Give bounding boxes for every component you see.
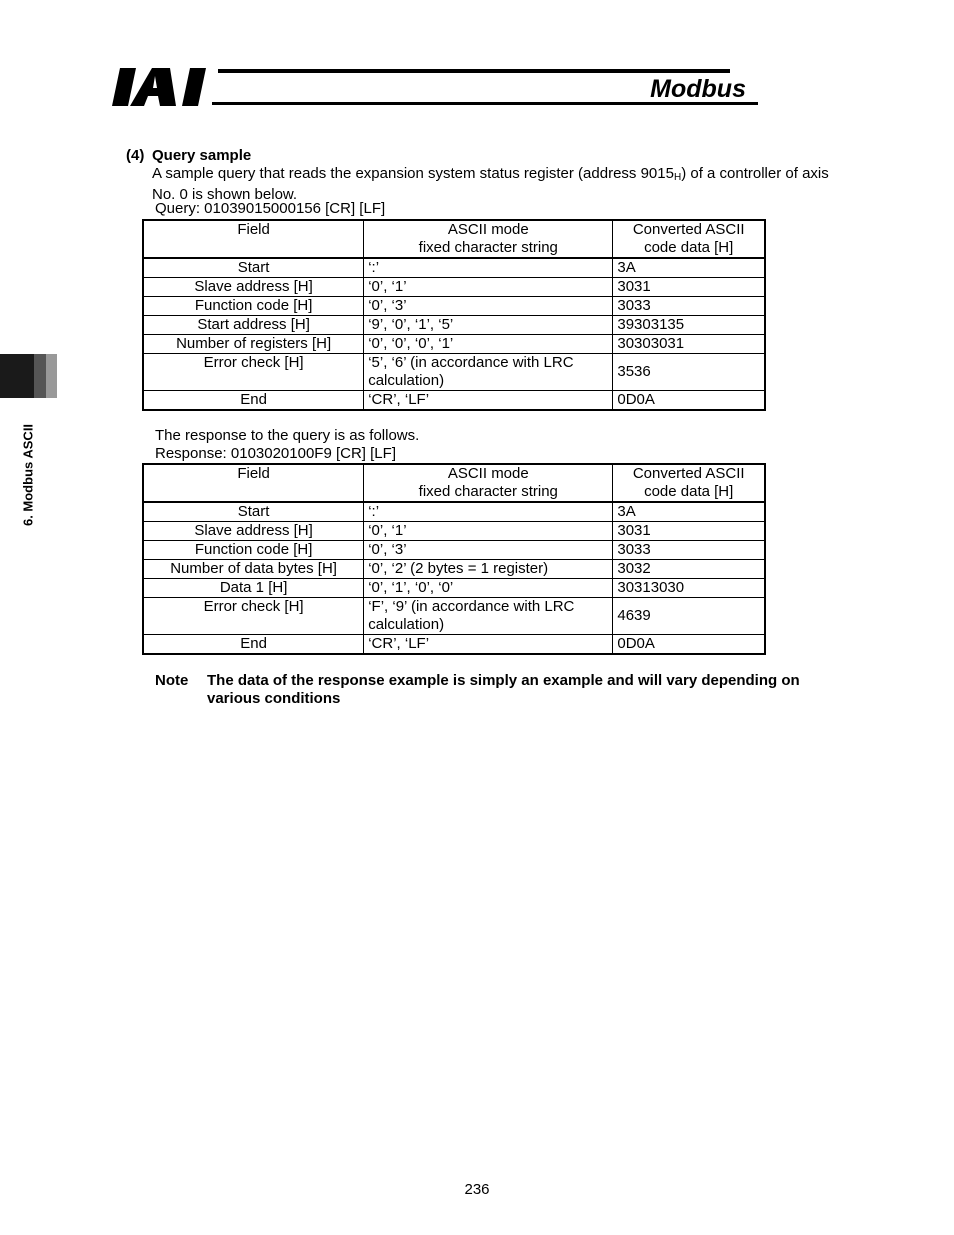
- cell-ascii: ‘:’: [364, 502, 613, 522]
- cell-field: Error check [H]: [143, 598, 364, 635]
- table-row: [143, 598, 765, 635]
- cell-ascii: ‘0’, ‘3’: [364, 541, 613, 560]
- cell-code: 0D0A: [613, 635, 765, 655]
- cell-field: Number of data bytes [H]: [143, 560, 364, 579]
- cell-code: 3A: [613, 502, 765, 522]
- table-row: [143, 316, 765, 335]
- query-table: [142, 219, 766, 411]
- intro-text-after: ) of a controller of axis No. 0 is shown below.: [152, 165, 829, 203]
- cell-code: 30303031: [613, 335, 765, 354]
- cell-field: Start: [143, 258, 364, 278]
- cell-ascii: ‘0’, ‘3’: [364, 297, 613, 316]
- cell-code: 3031: [613, 522, 765, 541]
- cell-code: 3033: [613, 541, 765, 560]
- table-row: [143, 297, 765, 316]
- cell-field: Function code [H]: [143, 541, 364, 560]
- iai-logo: [112, 68, 212, 106]
- side-tab-marker-mid: [34, 354, 46, 398]
- cell-field: Start: [143, 502, 364, 522]
- cell-code: 3A: [613, 258, 765, 278]
- cell-ascii: ‘:’: [364, 258, 613, 278]
- cell-field: Slave address [H]: [143, 522, 364, 541]
- cell-ascii: ‘F’, ‘9’ (in accordance with LRC calculation): [364, 598, 613, 635]
- table-row: [143, 541, 765, 560]
- cell-ascii: ‘0’, ‘1’: [364, 522, 613, 541]
- chapter-side-label: 6. Modbus ASCII: [20, 423, 36, 527]
- section-title: Query sample: [152, 147, 252, 164]
- cell-code: 4639: [613, 598, 765, 635]
- cell-ascii: ‘CR’, ‘LF’: [364, 635, 613, 655]
- table-row: [143, 579, 765, 598]
- side-tab-marker: [0, 354, 34, 398]
- table-row: [143, 560, 765, 579]
- header-field: Field: [143, 464, 364, 502]
- cell-ascii: ‘0’, ‘2’ (2 bytes = 1 register): [364, 560, 613, 579]
- cell-field: End: [143, 635, 364, 655]
- cell-field: Start address [H]: [143, 316, 364, 335]
- cell-ascii: ‘0’, ‘0’, ‘0’, ‘1’: [364, 335, 613, 354]
- table-row: [143, 335, 765, 354]
- cell-code: 3536: [613, 354, 765, 391]
- section-intro: [152, 165, 832, 203]
- cell-field: Slave address [H]: [143, 278, 364, 297]
- cell-code: 3033: [613, 297, 765, 316]
- cell-ascii: ‘9’, ‘0’, ‘1’, ‘5’: [364, 316, 613, 335]
- header-field: Field: [143, 220, 364, 258]
- table-row: [143, 278, 765, 297]
- header-ascii: ASCII mode fixed character string: [364, 464, 613, 502]
- cell-field: Data 1 [H]: [143, 579, 364, 598]
- cell-field: Function code [H]: [143, 297, 364, 316]
- table-row: [143, 258, 765, 278]
- cell-field: End: [143, 391, 364, 411]
- cell-code: 0D0A: [613, 391, 765, 411]
- note-text: The data of the response example is simply an example and will vary depending on various conditions: [207, 672, 800, 707]
- table-header-row: [143, 464, 765, 502]
- cell-field: Number of registers [H]: [143, 335, 364, 354]
- response-line: Response: 0103020100F9 [CR] [LF]: [155, 445, 396, 462]
- response-table: [142, 463, 766, 655]
- page-number: 236: [464, 1181, 490, 1198]
- section-number: (4): [126, 147, 145, 164]
- cell-ascii: ‘CR’, ‘LF’: [364, 391, 613, 411]
- table-header-row: [143, 220, 765, 258]
- table-row: [143, 354, 765, 391]
- side-tab-marker-light: [46, 354, 57, 398]
- cell-ascii: ‘5’, ‘6’ (in accordance with LRC calculation): [364, 354, 613, 391]
- cell-code: 3032: [613, 560, 765, 579]
- response-intro: The response to the query is as follows.: [155, 427, 420, 444]
- cell-code: 30313030: [613, 579, 765, 598]
- table-row: [143, 635, 765, 655]
- table-row: [143, 391, 765, 411]
- cell-code: 3031: [613, 278, 765, 297]
- header-rule-top: [218, 69, 730, 73]
- section-heading: [126, 147, 251, 164]
- header-ascii: ASCII mode fixed character string: [364, 220, 613, 258]
- cell-ascii: ‘0’, ‘1’: [364, 278, 613, 297]
- cell-ascii: ‘0’, ‘1’, ‘0’, ‘0’: [364, 579, 613, 598]
- intro-text-before: A sample query that reads the expansion system status register (address 9015: [152, 165, 674, 182]
- table-row: [143, 522, 765, 541]
- cell-code: 39303135: [613, 316, 765, 335]
- query-line: Query: 01039015000156 [CR] [LF]: [155, 200, 386, 217]
- header-converted: Converted ASCII code data [H]: [613, 464, 765, 502]
- note-label: Note: [155, 672, 189, 689]
- cell-field: Error check [H]: [143, 354, 364, 391]
- header-title: Modbus: [650, 75, 746, 103]
- header-converted: Converted ASCII code data [H]: [613, 220, 765, 258]
- table-row: [143, 502, 765, 522]
- intro-subscript: H: [673, 172, 682, 183]
